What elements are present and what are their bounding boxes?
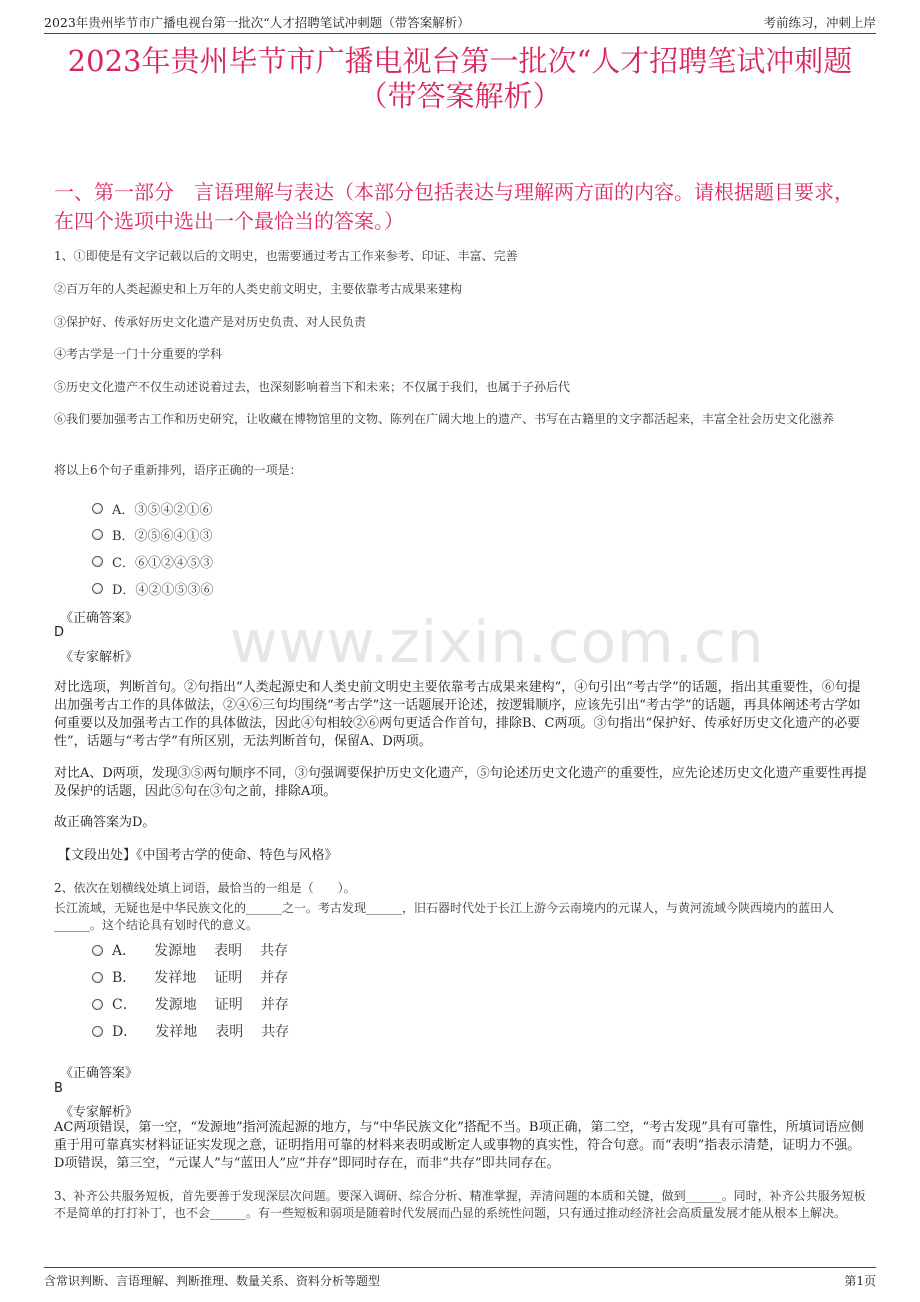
- option-letter: A．: [112, 943, 137, 959]
- q1-option-a[interactable]: [92, 499, 212, 518]
- radio-icon[interactable]: [92, 999, 103, 1010]
- page-number: 第1页: [844, 1274, 876, 1288]
- section-heading: 一、第一部分 言语理解与表达（本部分包括表达与理解两方面的内容。请根据题目要求，在四个选项中选出一个最恰当的答案。）: [54, 180, 854, 233]
- q2-option-b[interactable]: [92, 967, 306, 987]
- q1-option-b[interactable]: [92, 525, 213, 544]
- q1-analysis-paragraph-3: 故正确答案为D。: [54, 815, 156, 830]
- option-letter: B．: [112, 970, 137, 986]
- q1-sentence-1: 1、①即使是有文字记载以后的文明史，也需要通过考古工作来参考、印证、丰富、完善: [54, 249, 518, 263]
- q1-source: 【文段出处】《中国考古学的使命、特色与风格》: [58, 848, 338, 863]
- q1-prompt: 将以上6个句子重新排列，语序正确的一项是：: [54, 463, 302, 477]
- q1-option-c[interactable]: [92, 552, 213, 571]
- q1-sentence-3: ③保护好、传承好历史文化遗产是对历史负责、对人民负责: [54, 315, 367, 329]
- q2-analysis: AC两项错误，第一空，“发源地”指河流起源的地方，与“中华民族文化”搭配不当。B项正确，第二空，“考古发现”具有可靠性，所填词语应侧重于用可靠真实材料证证实发现之意，证明指用可靠的材料来表明或断定人或事物的真实性，符合句意。而“表明”指表示清楚，证明力不强。D项错误，第三空，“元谋人”与“蓝田人”应“并存”即同时存在，而非“共存”即共同存在。: [54, 1120, 864, 1171]
- footer-note: 含常识判断、言语理解、判断推理、数量关系、资料分析等题型: [44, 1274, 381, 1288]
- radio-icon[interactable]: [92, 503, 103, 514]
- option-word-2: 表明: [215, 1024, 244, 1040]
- document-title: [40, 44, 880, 114]
- q1-analysis-paragraph-2: 对比A、D两项，发现③⑤两句顺序不同，③句强调要保护历史文化遗产，⑤句论述历史文化遗产的重要性，应先论述历史文化遗产重要性再提及保护的话题，因此⑤句在③句之前，排除A项。: [54, 766, 867, 799]
- option-word-2: 证明: [214, 997, 243, 1013]
- header-title: 2023年贵州毕节市广播电视台第一批次“人才招聘笔试冲刺题（带答案解析）: [44, 15, 470, 30]
- option-word-1: 发祥地: [155, 1024, 198, 1040]
- q2-option-a[interactable]: [92, 940, 306, 960]
- q2-answer-label: 《正确答案》: [60, 1066, 139, 1081]
- option-label: B．②⑤⑥④①③: [112, 529, 213, 544]
- q1-sentence-4: ④考古学是一门十分重要的学科: [54, 347, 223, 361]
- watermark: www.zixin.com.cn: [230, 608, 765, 676]
- q1-answer-value: D: [54, 625, 65, 640]
- radio-icon[interactable]: [92, 556, 103, 567]
- header-slogan: 考前练习，冲刺上岸: [763, 15, 876, 30]
- option-letter: C．: [112, 997, 137, 1013]
- q2-answer-value: B: [54, 1081, 63, 1096]
- option-label: C．⑥①②④⑤③: [112, 556, 213, 571]
- option-word-3: 并存: [260, 970, 289, 986]
- option-letter: D．: [112, 1024, 138, 1040]
- radio-icon[interactable]: [92, 583, 103, 594]
- q2-stem: 2、依次在划横线处填上词语，最恰当的一组是（ ）。: [54, 881, 356, 895]
- header-divider: [44, 33, 876, 34]
- option-word-3: 共存: [260, 943, 289, 959]
- option-label: A．③⑤④②①⑥: [112, 503, 213, 518]
- title-line-2: （带答案解析）: [358, 79, 562, 113]
- title-line-1: 2023年贵州毕节市广播电视台第一批次“人才招聘笔试冲刺题: [67, 44, 853, 78]
- option-word-3: 共存: [261, 1024, 290, 1040]
- q1-sentence-2: ②百万年的人类起源史和上万年的人类史前文明史，主要依靠考古成果来建构: [54, 282, 463, 296]
- radio-icon[interactable]: [92, 1026, 103, 1037]
- option-word-1: 发源地: [154, 943, 197, 959]
- q1-option-d[interactable]: [92, 579, 213, 598]
- q1-answer-label: 《正确答案》: [60, 611, 139, 626]
- q2-text: 长江流域，无疑也是中华民族文化的______之一。考古发现______，旧石器时代处于长江上游今云南境内的元谋人，与黄河流域今陕西境内的蓝田人______。这个结论具有划时代的意义。: [54, 901, 835, 932]
- q1-analysis-label: 《专家解析》: [60, 650, 139, 665]
- q1-sentence-6: ⑥我们要加强考古工作和历史研究，让收藏在博物馆里的文物、陈列在广阔大地上的遗产、书写在古籍里的文字都活起来，丰富全社会历史文化滋养: [54, 412, 835, 426]
- option-word-2: 证明: [214, 970, 243, 986]
- q2-option-d[interactable]: [92, 1021, 307, 1041]
- q1-analysis-paragraph-1: 对比选项，判断首句。②句指出“人类起源史和人类史前文明史主要依靠考古成果来建构”，④句引出“考古学”的话题，指出其重要性，⑥句提出加强考古工作的具体做法，②④⑥三句均围绕“考古学”这一话题展开论述，按逻辑顺序，应该先引出“考古学”的话题，再具体阐述考古学如何重要以及加强考古工作的具体做法，因此④句相较②⑥两句更适合作首句，排除B、C两项。③句指出“保护好、传承好历史文化遗产的必要性”，话题与“考古学”有所区别，无法判断首句，保留A、D两项。: [54, 680, 861, 749]
- radio-icon[interactable]: [92, 972, 103, 983]
- option-word-3: 并存: [260, 997, 289, 1013]
- radio-icon[interactable]: [92, 945, 103, 956]
- option-word-2: 表明: [214, 943, 243, 959]
- option-label: D．④②①⑤③⑥: [112, 583, 214, 598]
- footer-divider: [44, 1267, 876, 1268]
- q2-option-c[interactable]: [92, 994, 307, 1014]
- q3-text: 3、补齐公共服务短板，首先要善于发现深层次问题。要深入调研、综合分析、精准掌握，弄清问题的本质和关键，做到______。同时，补齐公共服务短板不是简单的打打补丁，也不会______。有一些短板和弱项是随着时代发展而凸显的系统性问题，只有通过推动经济社会高质量发展才能从根本上解决。: [54, 1189, 866, 1220]
- radio-icon[interactable]: [92, 529, 103, 540]
- option-word-1: 发祥地: [154, 970, 197, 986]
- q1-sentence-5: ⑤历史文化遗产不仅生动述说着过去，也深刻影响着当下和未来；不仅属于我们，也属于子孙后代: [54, 380, 571, 394]
- q2-analysis-label: 《专家解析》: [60, 1105, 139, 1120]
- option-word-1: 发源地: [154, 997, 197, 1013]
